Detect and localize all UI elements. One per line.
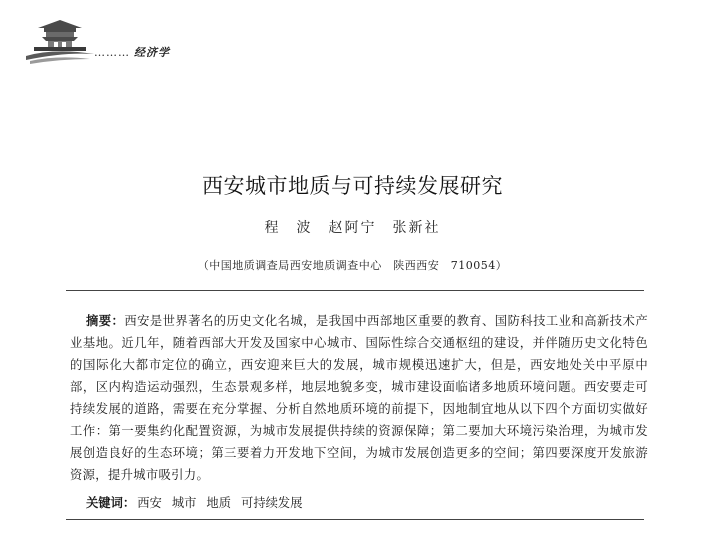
journal-logo-icon xyxy=(24,14,96,64)
abstract-top-rule xyxy=(66,290,644,291)
keyword-item: 地质 xyxy=(206,496,232,510)
article-title: 西安城市地质与可持续发展研究 xyxy=(202,174,503,198)
section-name: 经济学 xyxy=(134,46,170,59)
article-authors: 程 波 赵阿宁 张新社 xyxy=(264,220,441,236)
keywords-label: 关键词： xyxy=(86,496,136,510)
section-dots: ……… xyxy=(94,46,130,59)
keywords-block xyxy=(86,493,303,511)
abstract-text: 西安是世界著名的历史文化名城，是我国中西部地区重要的教育、国防科技工业和高新技术产业基地。近几年，随着西部大开发及国家中心城市、国际性综合交通枢纽的建设，并伴随历史文化特色的国际化大都市定位的确立，西安迎来巨大的发展，城市规模迅速扩大，但是，西安地处关中平原中部，区内构造运动强烈，生态景观多样，地层地貌多变，城市建设面临诸多地质环境问题。西安要走可持续发展的道路，需要在充分掌握、分析自然地质环境的前提下，因地制宜地从以下四个方面切实做好工作：第一要集约化配置资源，为城市发展提供持续的资源保障；第二要加大环境污染治理，为城市发展创造良好的生态环境；第三要着力开发地下空间，为城市发展创造更多的空间；第四要深度开发旅游资源，提升城市吸引力。 xyxy=(70,314,648,482)
keyword-item: 城市 xyxy=(171,496,197,510)
abstract-block xyxy=(70,310,648,486)
abstract-bottom-rule xyxy=(66,519,644,520)
section-tag xyxy=(94,44,170,60)
abstract-label: 摘要： xyxy=(86,314,125,328)
article-affiliation: （中国地质调查局西安地质调查中心 陕西西安 710054） xyxy=(197,259,508,272)
keyword-item: 西安 xyxy=(137,496,162,510)
keyword-item: 可持续发展 xyxy=(241,496,303,510)
